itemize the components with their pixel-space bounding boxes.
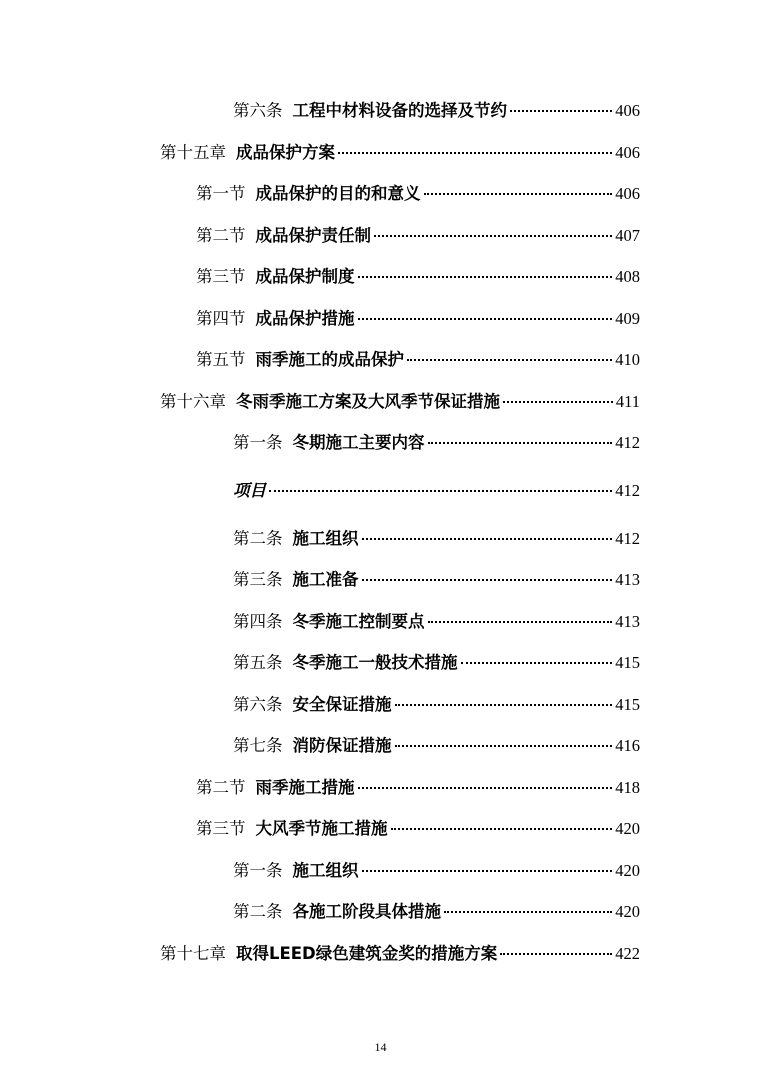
- toc-entry-title: 冬季施工控制要点: [292, 612, 425, 631]
- toc-leader-dots: [269, 490, 612, 492]
- toc-entry[interactable]: [233, 566, 640, 592]
- toc-entry-number: 第五节: [196, 350, 246, 369]
- toc-entry[interactable]: [160, 139, 640, 165]
- toc-entry-title: 雨季施工措施: [255, 778, 355, 797]
- toc-entry-page: 422: [615, 944, 640, 963]
- toc-entry-page: 415: [615, 695, 640, 714]
- toc-entry-title: 冬雨季施工方案及大风季节保证措施: [236, 392, 500, 411]
- toc-entry[interactable]: [233, 477, 640, 503]
- toc-entry-number: 第七条: [233, 736, 283, 755]
- toc-entry-page: 408: [615, 267, 640, 286]
- toc-leader-dots: [358, 787, 613, 789]
- toc-entry[interactable]: [160, 940, 640, 966]
- toc-leader-dots: [428, 621, 613, 623]
- toc-leader-dots: [407, 359, 612, 361]
- toc-entry[interactable]: [233, 857, 640, 883]
- toc-entry[interactable]: [233, 691, 640, 717]
- toc-entry-number: 第四节: [196, 309, 246, 328]
- toc-entry-title: 施工组织: [292, 529, 359, 548]
- toc-entry-title: 消防保证措施: [292, 736, 392, 755]
- toc-leader-dots: [444, 911, 612, 913]
- toc-entry-title: 施工组织: [292, 861, 359, 880]
- toc-entry[interactable]: [233, 97, 640, 123]
- toc-entry[interactable]: [233, 732, 640, 758]
- toc-entry-title: 取得LEED绿色建筑金奖的措施方案: [236, 944, 498, 963]
- toc-entry-title: 安全保证措施: [292, 695, 392, 714]
- toc-entry-page: 406: [615, 101, 640, 120]
- toc-leader-dots: [503, 401, 613, 403]
- toc-entry-number: 第十五章: [160, 143, 226, 162]
- toc-entry-number: 第十七章: [160, 944, 226, 963]
- toc-entry-page: 420: [615, 861, 640, 880]
- toc-entry-title: 大风季节施工措施: [255, 819, 388, 838]
- toc-entry-number: 第二节: [196, 778, 246, 797]
- toc-entry-title: 成品保护措施: [255, 309, 355, 328]
- toc-entry-title: 冬季施工一般技术措施: [292, 653, 458, 672]
- page-number: 14: [374, 1040, 387, 1054]
- toc-entry-number: 第二条: [233, 529, 283, 548]
- toc-entry-page: 406: [615, 143, 640, 162]
- toc-entry-number: 第三条: [233, 570, 283, 589]
- toc-entry-number: 第二节: [196, 226, 246, 245]
- toc-entry-number: 第一条: [233, 861, 283, 880]
- toc-entry-title: 项目: [233, 481, 266, 500]
- toc-leader-dots: [362, 870, 613, 872]
- toc-leader-dots: [461, 662, 613, 664]
- toc-entry-title: 成品保护的目的和意义: [255, 184, 421, 203]
- toc-leader-dots: [374, 235, 612, 237]
- toc-entry-page: 412: [615, 529, 640, 548]
- toc-entry-title: 成品保护方案: [236, 143, 335, 162]
- toc-entry[interactable]: [196, 346, 640, 372]
- toc-entry-number: 第一条: [233, 433, 283, 452]
- toc-entry[interactable]: [196, 815, 640, 841]
- toc-entry[interactable]: [196, 263, 640, 289]
- toc-leader-dots: [500, 953, 612, 955]
- toc-entry-page: 406: [615, 184, 640, 203]
- toc-entry-number: 第六条: [233, 101, 283, 120]
- toc-leader-dots: [362, 579, 613, 581]
- toc-leader-dots: [391, 828, 613, 830]
- toc-entry[interactable]: [233, 649, 640, 675]
- toc-leader-dots: [395, 745, 613, 747]
- toc-entry-title: 各施工阶段具体措施: [292, 902, 441, 921]
- toc-entry-page: 413: [615, 570, 640, 589]
- toc-entry-number: 第四条: [233, 612, 283, 631]
- toc-entry[interactable]: [196, 305, 640, 331]
- toc-entry[interactable]: [233, 429, 640, 455]
- toc-leader-dots: [424, 193, 613, 195]
- toc-entry-page: 412: [615, 481, 640, 500]
- toc-entry[interactable]: [196, 774, 640, 800]
- toc-entry-title: 雨季施工的成品保护: [255, 350, 404, 369]
- toc-leader-dots: [395, 704, 613, 706]
- toc-entry-title: 成品保护责任制: [255, 226, 371, 245]
- toc-entry-title: 成品保护制度: [255, 267, 355, 286]
- toc-entry[interactable]: [196, 222, 640, 248]
- toc-entry-page: 407: [615, 226, 640, 245]
- toc-leader-dots: [358, 276, 613, 278]
- toc-entry-page: 409: [615, 309, 640, 328]
- toc-entry-number: 第一节: [196, 184, 246, 203]
- toc-entry[interactable]: [160, 388, 640, 414]
- toc-entry-number: 第五条: [233, 653, 283, 672]
- toc-entry[interactable]: [233, 525, 640, 551]
- toc-leader-dots: [428, 442, 613, 444]
- toc-leader-dots: [510, 110, 612, 112]
- toc-entry[interactable]: [233, 898, 640, 924]
- toc-entry-page: 415: [615, 653, 640, 672]
- toc-entry-page: 420: [615, 902, 640, 921]
- toc-entry-page: 412: [615, 433, 640, 452]
- toc-entry-number: 第三节: [196, 819, 246, 838]
- toc-entry-title: 冬期施工主要内容: [292, 433, 425, 452]
- toc-entry[interactable]: [196, 180, 640, 206]
- toc-entry-page: 418: [615, 778, 640, 797]
- toc-entry-page: 411: [615, 392, 640, 411]
- toc-entry-page: 416: [615, 736, 640, 755]
- toc-entry-page: 410: [615, 350, 640, 369]
- toc-entry-number: 第六条: [233, 695, 283, 714]
- toc-entry-number: 第十六章: [160, 392, 226, 411]
- toc-leader-dots: [358, 318, 613, 320]
- toc-entry-number: 第二条: [233, 902, 283, 921]
- toc-entry-page: 420: [615, 819, 640, 838]
- toc-leader-dots: [362, 538, 613, 540]
- toc-entry[interactable]: [233, 608, 640, 634]
- toc-entry-title: 工程中材料设备的选择及节约: [292, 101, 507, 120]
- toc-entry-page: 413: [615, 612, 640, 631]
- toc-leader-dots: [338, 152, 612, 154]
- toc-entry-title: 施工准备: [292, 570, 359, 589]
- toc-entry-number: 第三节: [196, 267, 246, 286]
